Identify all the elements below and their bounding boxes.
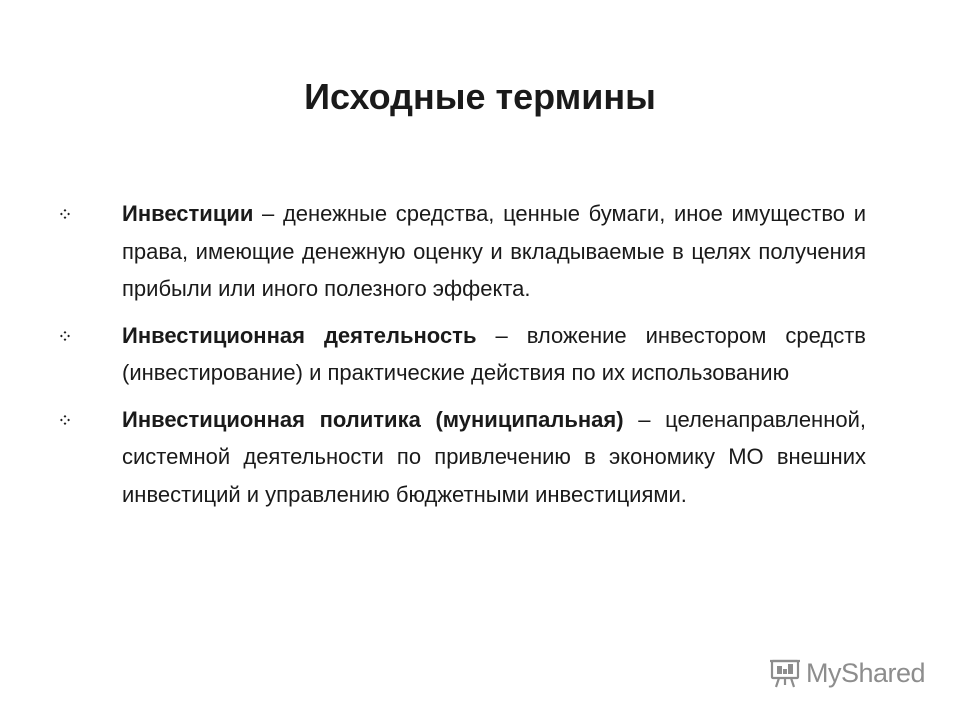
list-item — [60, 317, 866, 392]
term-definition: – целенаправленной, системной деятельности по привлечению в экономику МО внешних инвестиций и управлению бюджетными инвестициями. — [122, 406, 866, 507]
watermark-logo[interactable] — [768, 656, 925, 690]
diamond-bullet-icon — [60, 209, 70, 219]
term-name: Инвестиции — [122, 201, 254, 226]
term-definition: – вложение инвестором средств (инвестирование) и практические действия по их использованию — [122, 322, 866, 385]
diamond-bullet-icon — [60, 331, 70, 341]
slide-title: Исходные термины — [304, 76, 656, 117]
terms-list — [60, 195, 866, 522]
watermark-text: MyShared — [806, 657, 926, 688]
term-name: Инвестиционная деятельность — [122, 322, 477, 348]
term-definition: – денежные средства, ценные бумаги, иное имущество и права, имеющие денежную оценку и вкладываемые в целях получения прибыли или иного полезного эффекта. — [122, 201, 866, 301]
diamond-bullet-icon — [60, 415, 70, 425]
list-item — [60, 401, 866, 514]
term-name: Инвестиционная политика (муниципальная) — [122, 406, 624, 432]
list-item — [60, 195, 866, 308]
presentation-board-icon — [768, 656, 802, 690]
